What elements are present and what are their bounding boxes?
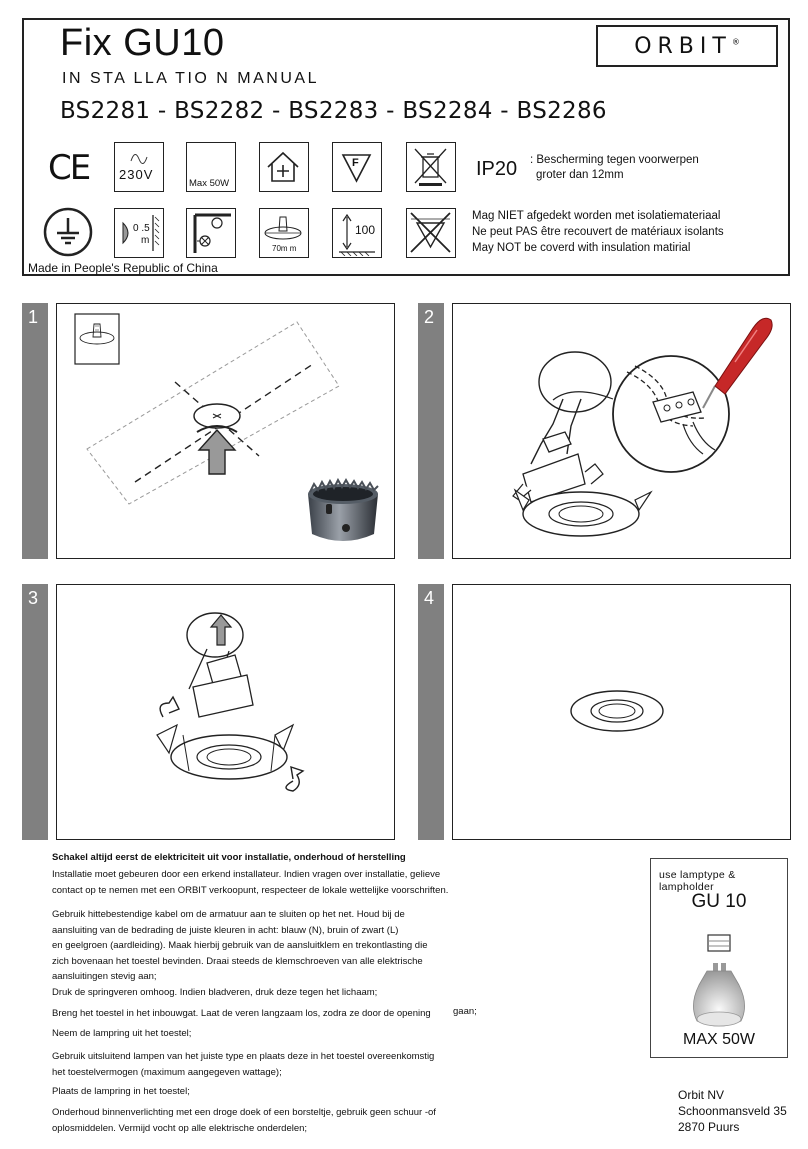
step-1-panel	[56, 303, 395, 559]
earth-ground-icon	[42, 206, 94, 258]
safety-heading: Schakel altijd eerst de elektriciteit uit voor installatie, onderhoud of herstelling	[52, 852, 406, 863]
instruction-line: aansluitingen stevig aan;	[52, 971, 157, 982]
instruction-paragraph	[52, 907, 427, 985]
instruction-line: Gebruik uitsluitend lampen van het juiste type en plaats deze in het toestel overeenkomstig	[52, 1051, 435, 1062]
cutout-size-icon	[259, 208, 309, 258]
logo-text: ORBIT	[634, 33, 732, 59]
page-title: Fix GU10	[60, 22, 225, 64]
ip-description-line: : Bescherming tegen voorwerpen	[530, 154, 699, 166]
step-4-panel	[452, 584, 791, 840]
instruction-line: Neem de lampring uit het toestel;	[52, 1028, 192, 1039]
lamp-type-box	[650, 858, 788, 1058]
lamp-type-label: use lamptype & lampholder	[659, 869, 736, 893]
f-mark-text: F	[352, 157, 359, 169]
manual-subtitle: IN STA LLA TIO N MANUAL	[62, 70, 319, 87]
warning-line-en: May NOT be coverd with insulation matirial	[472, 242, 691, 254]
company-name: Orbit NV	[678, 1088, 725, 1102]
city-address: 2870 Puurs	[678, 1120, 740, 1134]
voltage-icon	[114, 142, 164, 192]
instruction-line: het toestelvermogen (maximum aangegeven wattage);	[52, 1066, 282, 1078]
spacing-value: 0 .5	[133, 223, 150, 234]
f-mark-icon	[332, 142, 382, 192]
instruction-line-tail: gaan;	[453, 1006, 477, 1017]
weee-bin-icon	[406, 142, 456, 192]
made-in: Made in People's Republic of China	[28, 261, 218, 275]
insulation-warning	[472, 208, 724, 256]
step-3-illustration	[57, 585, 393, 838]
instruction-paragraph	[52, 1105, 436, 1136]
lamp-max-power: MAX 50W	[682, 1031, 755, 1048]
instruction-line: zich bovenaan het toestel bevinden. Draai steeds de klemschroeven van alle elektrische	[52, 955, 423, 967]
model-numbers: BS2281 - BS2282 - BS2283 - BS2284 - BS2286	[60, 98, 607, 124]
step-1-label: 1	[22, 303, 48, 559]
clearance-value: 100	[355, 223, 376, 237]
step-2-panel	[452, 303, 791, 559]
instruction-line: Onderhoud binnenverlichting met een droge doek of een borsteltje, gebruik geen schuur -of	[52, 1107, 436, 1118]
warning-line-fr: Ne peut PAS être recouvert de matériaux isolants	[472, 226, 724, 238]
ip-rating: IP20	[476, 158, 518, 180]
ip-description-line: groter dan 12mm	[536, 169, 624, 181]
step-3-label: 3	[22, 584, 48, 840]
instruction-line: contact op te nemen met een ORBIT verkoopunt, respecteer de lokale wettelijke voorschriften.	[52, 884, 449, 896]
ce-mark-icon	[48, 148, 98, 190]
step-3-panel	[56, 584, 395, 840]
max-power-icon	[186, 142, 236, 192]
instruction-line: oplosmiddelen. Vermijd vocht op alle elektrische onderdelen;	[52, 1122, 308, 1134]
clearance-icon	[332, 208, 382, 258]
spacing-unit: m	[141, 235, 150, 246]
step-4-illustration	[453, 585, 789, 838]
recessed-mount-icon	[259, 142, 309, 192]
instruction-line: Installatie moet gebeuren door een erkend installateur. Indien vragen over installatie, gelieve	[52, 869, 441, 880]
warning-line-nl: Mag NIET afgedekt worden met isolatiemateriaal	[472, 210, 721, 222]
instruction-line: Gebruik hittebestendige kabel om de armatuur aan te sluiten op het net. Houd bij de	[52, 909, 405, 920]
registered-mark: ®	[731, 37, 740, 47]
instruction-line: aansluiting van de bedrading de juiste kleuren in acht: blauw (N), bruin of zwart (L)	[52, 924, 399, 936]
instruction-paragraph	[52, 867, 448, 898]
max-power-text: Max 50W	[189, 178, 230, 189]
instruction-line: Breng het toestel in het inbouwgat. Laat de veren langzaam los, zodra ze door de opening	[52, 1008, 431, 1019]
instruction-line: Plaats de lampring in het toestel;	[52, 1086, 190, 1097]
cutout-size-text: 70m m	[272, 244, 297, 253]
instruction-line: Druk de springveren omhoog. Indien bladveren, druk deze tegen het lichaam;	[52, 987, 378, 998]
orbit-logo	[596, 25, 778, 67]
step-2-label: 2	[418, 303, 444, 559]
step-4-label: 4	[418, 584, 444, 840]
lamp-type-value: GU 10	[691, 891, 747, 912]
step-2-illustration	[453, 304, 789, 557]
instruction-paragraph	[52, 1049, 434, 1080]
hole-saw-icon	[302, 470, 384, 552]
gu10-lamp-icon	[651, 925, 787, 1035]
instruction-line: en geelgroen (aardleiding). Maak hierbij gebruik van de aansluitklem en trekontlasting die	[52, 940, 428, 951]
ceiling-corner-icon	[186, 208, 236, 258]
ip-description	[530, 153, 699, 183]
street-address: Schoonmansveld 35	[678, 1104, 787, 1118]
spacing-distance-icon	[114, 208, 164, 258]
ce-mark-text: CE	[48, 148, 90, 188]
company-address	[678, 1087, 787, 1135]
no-insulation-icon	[406, 208, 456, 258]
voltage-text: 230V	[119, 167, 154, 182]
